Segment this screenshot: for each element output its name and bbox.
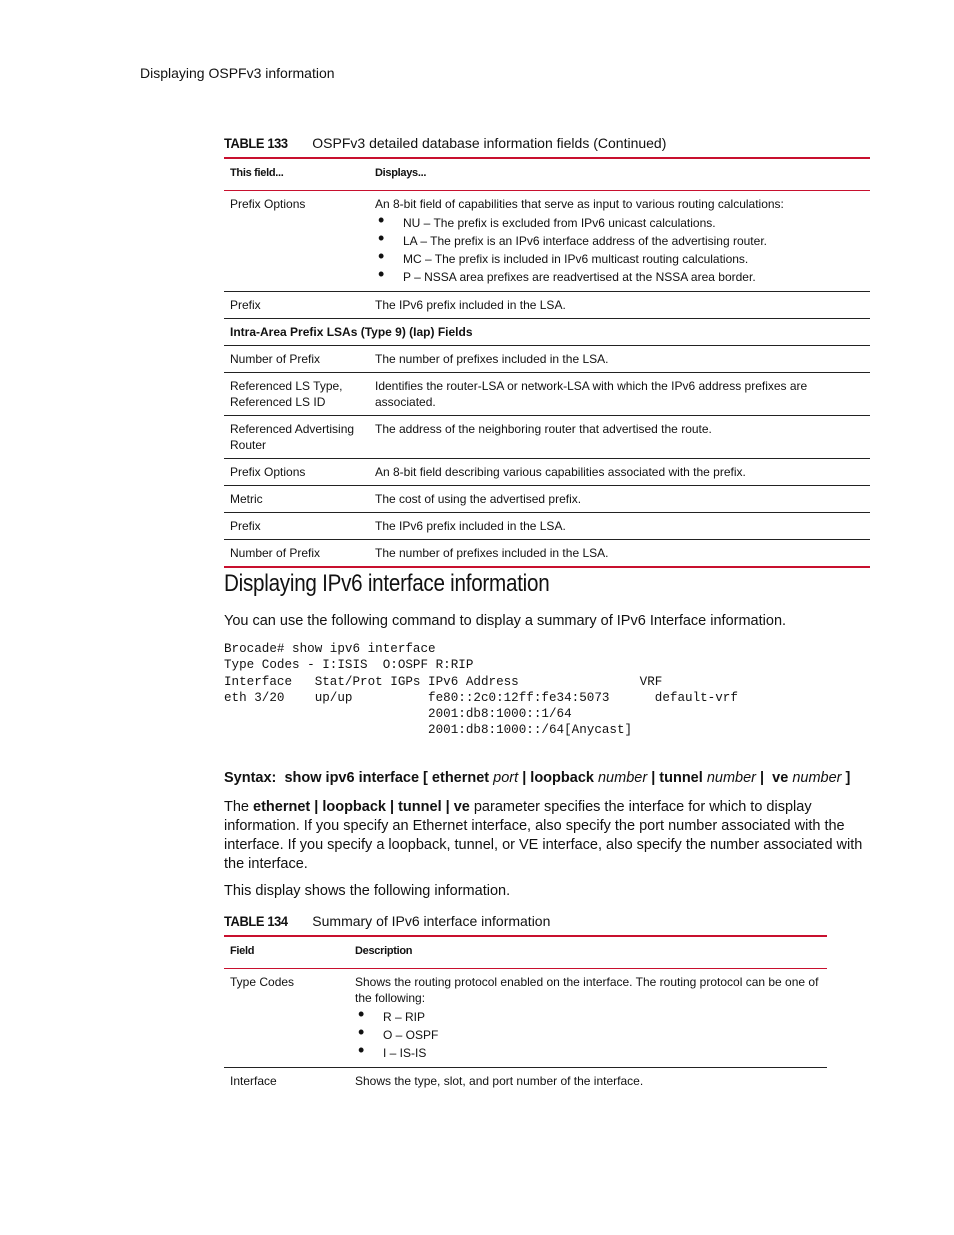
table-header-row	[224, 158, 870, 191]
field-cell: Interface	[230, 1074, 277, 1088]
list-item: • O – OSPF	[355, 1026, 821, 1044]
syntax-separator: |	[651, 770, 656, 786]
column-header: Description	[349, 936, 827, 969]
parameter-paragraph	[224, 798, 866, 874]
syntax-separator: |	[760, 770, 765, 786]
syntax-command: show ipv6 interface [	[284, 770, 428, 786]
table-row	[224, 969, 827, 1068]
description-text: An 8-bit field of capabilities that serve as input to various routing calculations:	[375, 197, 784, 211]
field-cell: Type Codes	[224, 969, 349, 1068]
table-134-caption	[224, 913, 550, 929]
column-header: Field	[224, 936, 349, 969]
table-row	[224, 292, 870, 319]
table-row	[224, 373, 870, 416]
table-row	[224, 346, 870, 373]
table-row	[224, 1068, 827, 1095]
table-row	[224, 540, 870, 568]
description-cell: The number of prefixes included in the LSA.	[369, 346, 870, 373]
table-section-row	[224, 319, 870, 346]
table-row	[224, 513, 870, 540]
display-paragraph: This display shows the following information.	[224, 883, 511, 899]
intro-paragraph: You can use the following command to display a summary of IPv6 Interface information.	[224, 613, 787, 629]
description-cell: The cost of using the advertised prefix.	[369, 486, 870, 513]
syntax-argument: port	[493, 770, 519, 786]
column-header: This field...	[224, 158, 369, 191]
syntax-keyword: tunnel	[659, 770, 703, 786]
description-cell: The IPv6 prefix included in the LSA.	[369, 292, 870, 319]
table-header-row	[224, 936, 827, 969]
syntax-label: Syntax:	[224, 770, 277, 786]
syntax-separator: |	[522, 770, 527, 786]
section-title: Displaying IPv6 interface information	[224, 570, 550, 597]
section-heading-cell: Intra-Area Prefix LSAs (Type 9) (Iap) Fields	[224, 319, 870, 346]
table-row	[224, 191, 870, 292]
syntax-keyword: ve	[772, 770, 789, 786]
description-cell: Identifies the router-LSA or network-LSA with which the IPv6 address prefixes are associated.	[369, 373, 870, 416]
field-cell: Number of Prefix	[224, 540, 369, 568]
list-item: • MC – The prefix is included in IPv6 multicast routing calculations.	[375, 250, 864, 268]
list-item: • R – RIP	[355, 1008, 821, 1026]
field-cell: Prefix Options	[224, 191, 369, 292]
running-head: Displaying OSPFv3 information	[140, 65, 335, 81]
description-cell: Shows the type, slot, and port number of the interface.	[355, 1074, 644, 1088]
list-item: • P – NSSA area prefixes are readvertised at the NSSA area border.	[375, 268, 864, 286]
description-text: Shows the routing protocol enabled on the interface. The routing protocol can be one of the following:	[355, 975, 819, 1005]
list-item: • I – IS-IS	[355, 1044, 821, 1062]
column-header: Displays...	[369, 158, 870, 191]
description-cell: The IPv6 prefix included in the LSA.	[369, 513, 870, 540]
table-number: TABLE 133	[224, 135, 288, 151]
description-cell	[369, 191, 870, 292]
list-item: • NU – The prefix is excluded from IPv6 unicast calculations.	[375, 214, 864, 232]
parameter-keywords: ethernet | loopback | tunnel | ve	[253, 799, 470, 815]
table-133-caption	[224, 135, 666, 151]
table-caption-text: Summary of IPv6 interface information	[312, 913, 551, 929]
table-row	[224, 486, 870, 513]
table-row	[224, 459, 870, 486]
syntax-keyword: loopback	[530, 770, 594, 786]
list-item: • LA – The prefix is an IPv6 interface address of the advertising router.	[375, 232, 864, 250]
description-cell: The address of the neighboring router that advertised the route.	[369, 416, 870, 459]
command-output-code-block: Brocade# show ipv6 interface Type Codes - I:ISIS O:OSPF R:RIP Interface Stat/Prot IGPs IPv6 Address VRF eth 3/20 up/up fe80::2c0:12ff:fe34:5073 default-vrf 2001:db8:1000::1/64 2001:db8:1000::/64[Anycast]	[224, 642, 738, 738]
field-cell: Metric	[224, 486, 369, 513]
table-caption-text: OSPFv3 detailed database information fields (Continued)	[312, 135, 667, 151]
syntax-argument: number	[792, 770, 842, 786]
field-cell: Prefix	[224, 292, 369, 319]
syntax-close: ]	[845, 770, 851, 786]
description-cell: The number of prefixes included in the LSA.	[369, 540, 870, 568]
syntax-argument: number	[706, 770, 756, 786]
syntax-keyword: ethernet	[431, 770, 490, 786]
table-number: TABLE 134	[224, 913, 288, 929]
paragraph-text: The	[224, 799, 254, 815]
description-cell: An 8-bit field describing various capabilities associated with the prefix.	[369, 459, 870, 486]
field-cell: Prefix	[224, 513, 369, 540]
bullet-list	[355, 1008, 821, 1062]
table-133	[224, 157, 870, 568]
paragraph-text: parameter specifies the interface for which to display information. If you specify an Ethernet interface, also specify the port number associated with the interface. If you specify a loopback, tunnel, or VE interface, also specify the number associated with the interface.	[224, 799, 863, 872]
description-cell	[349, 969, 827, 1068]
bullet-list	[375, 214, 864, 286]
field-cell: Referenced LS Type, Referenced LS ID	[224, 373, 369, 416]
field-cell: Referenced Advertising Router	[224, 416, 369, 459]
table-row	[224, 416, 870, 459]
table-134	[224, 935, 827, 1094]
field-cell: Prefix Options	[224, 459, 369, 486]
syntax-line	[224, 770, 850, 786]
field-cell: Number of Prefix	[224, 346, 369, 373]
syntax-argument: number	[597, 770, 648, 786]
